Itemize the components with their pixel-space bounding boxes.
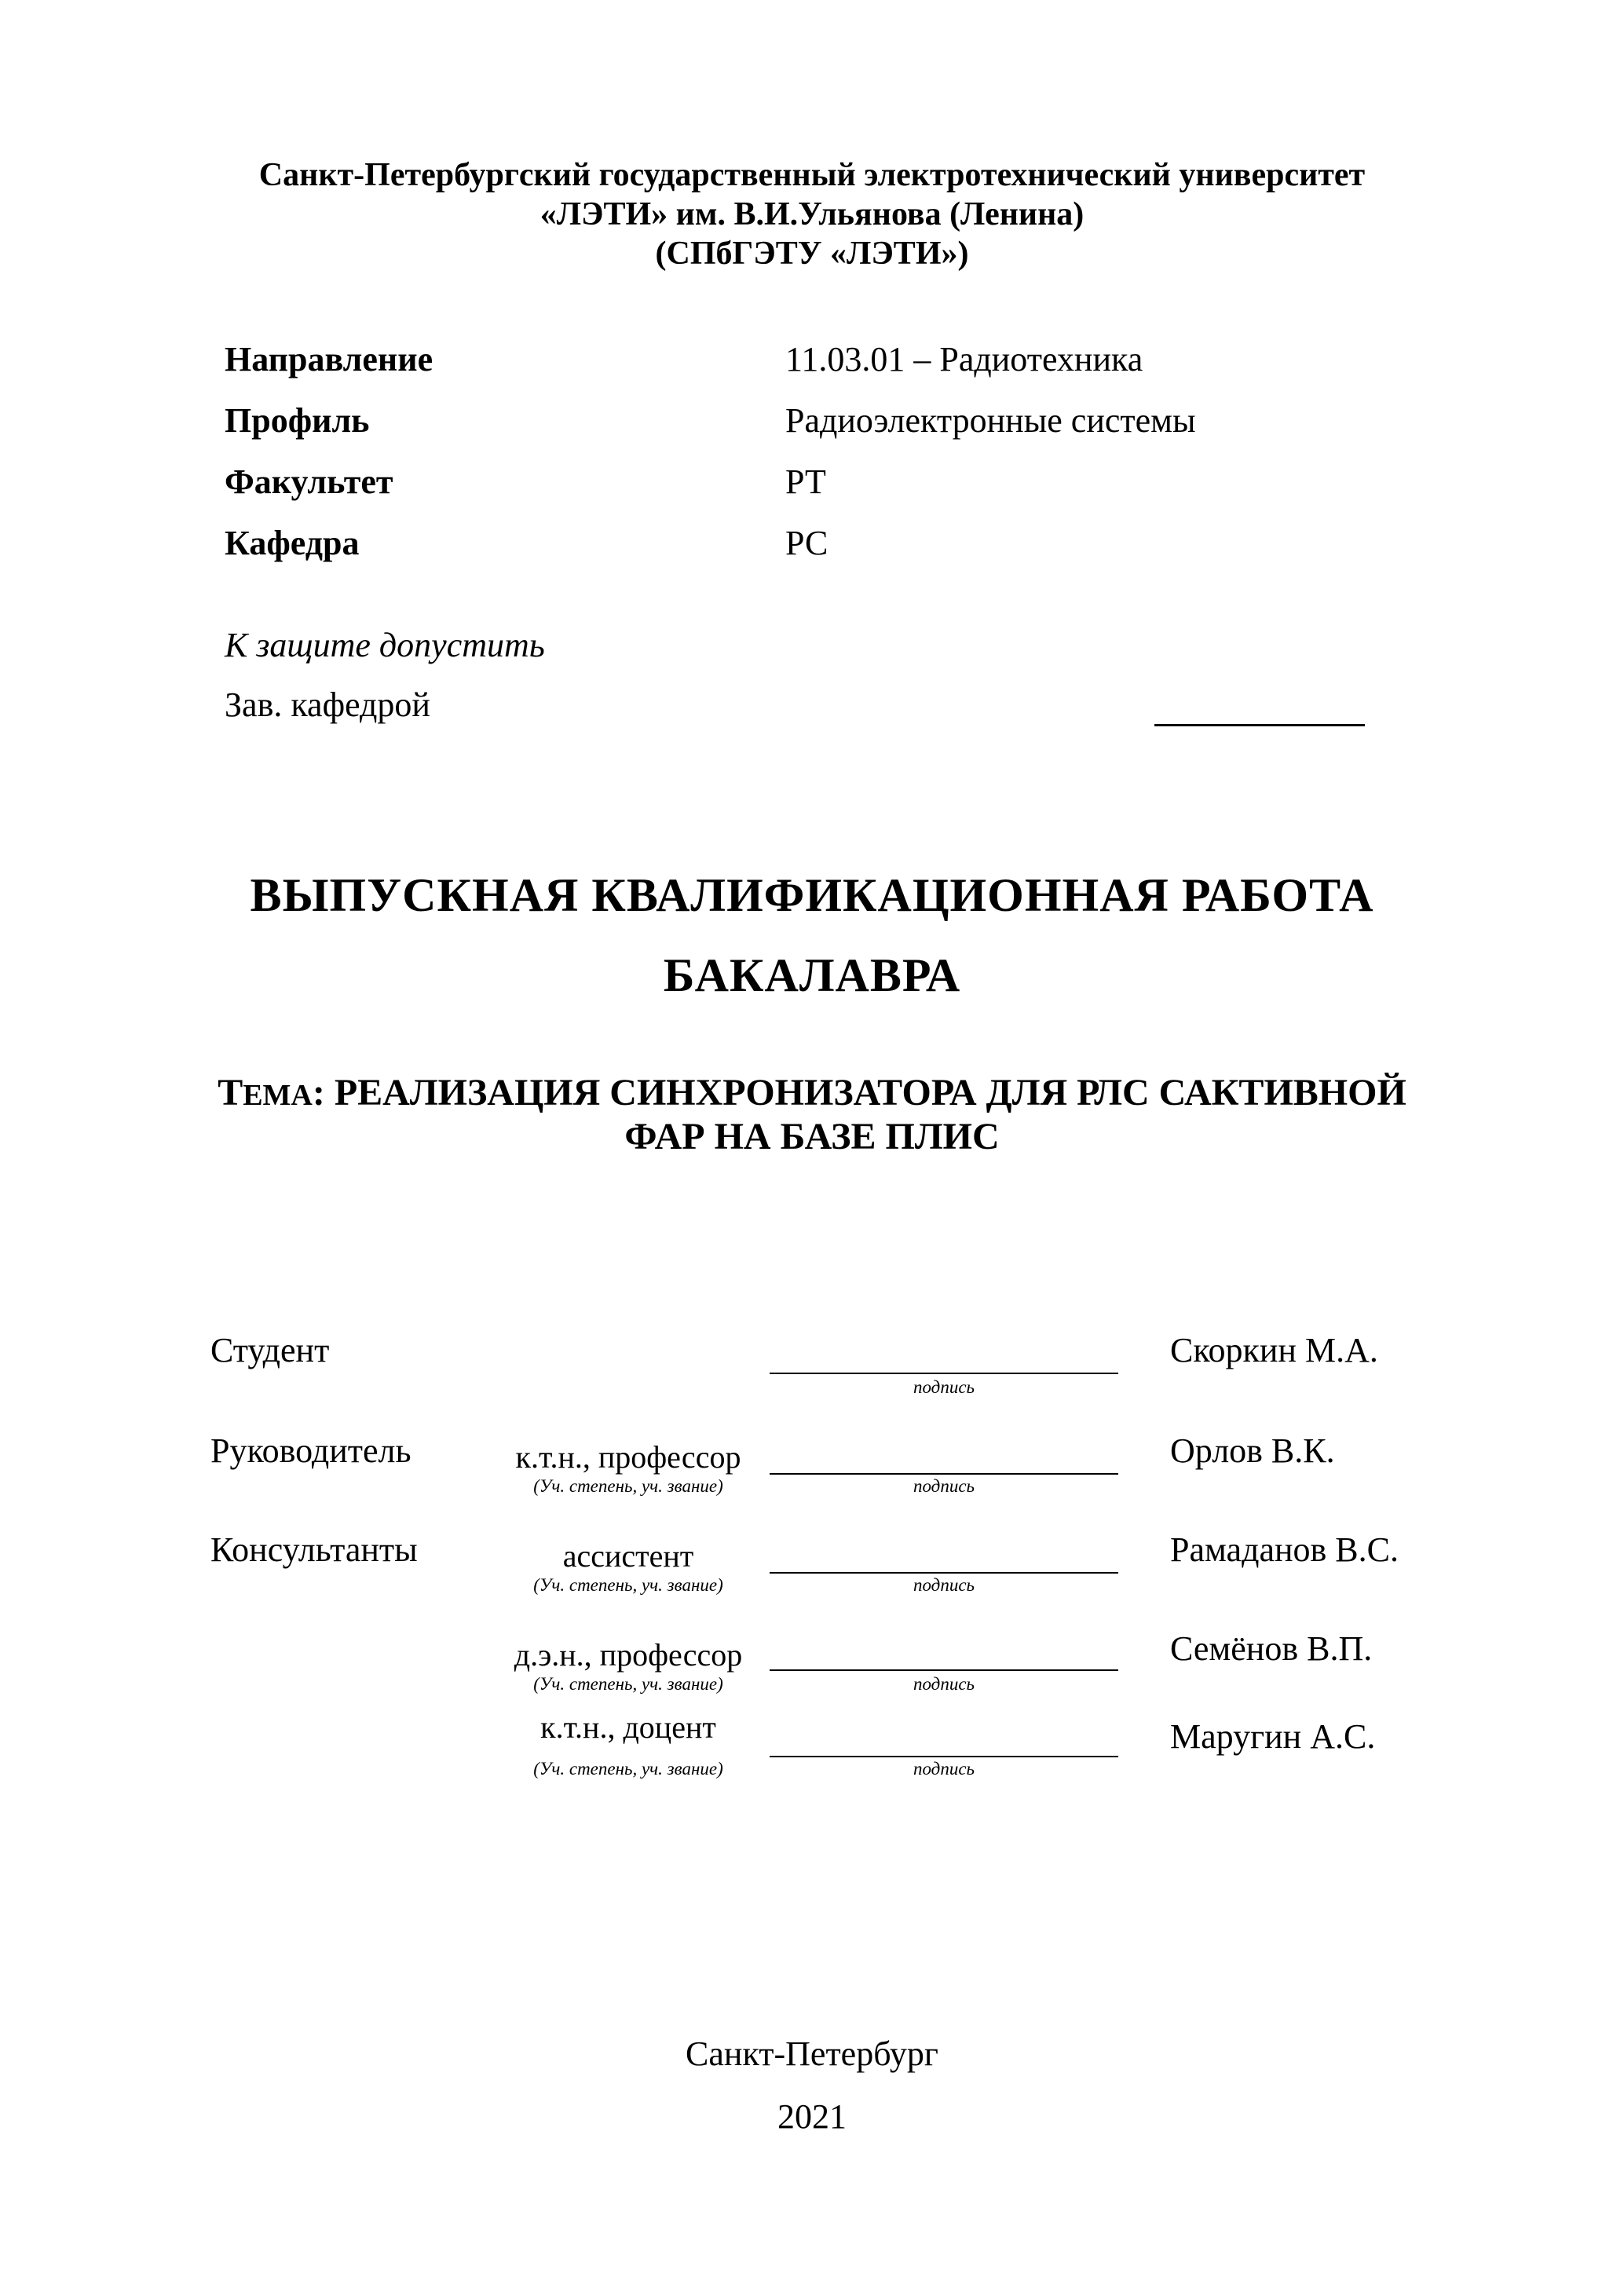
consultant1-name: Рамаданов В.С. xyxy=(1170,1530,1399,1569)
topic-text-line1: РЕАЛИЗАЦИЯ СИНХРОНИЗАТОРА ДЛЯ РЛС САКТИВНОЙ xyxy=(334,1072,1406,1113)
department-label: Кафедра xyxy=(225,524,360,562)
university-name-line3: (СПбГЭТУ «ЛЭТИ») xyxy=(655,236,969,272)
consultant3-signature-caption: подпись xyxy=(913,1759,975,1779)
consultant3-degree: к.т.н., доцент xyxy=(540,1709,716,1745)
student-signature-caption: подпись xyxy=(913,1377,975,1397)
consultants-role-label: Консультанты xyxy=(210,1530,418,1569)
consultant2-name: Семёнов В.П. xyxy=(1170,1629,1373,1668)
consultant1-signature-line xyxy=(770,1534,1118,1574)
document-title-line1: ВЫПУСКНАЯ КВАЛИФИКАЦИОННАЯ РАБОТА xyxy=(250,869,1374,921)
consultant2-degree: д.э.н., профессор xyxy=(514,1637,743,1673)
faculty-value: РТ xyxy=(785,462,826,501)
consultant2-degree-caption: (Уч. степень, уч. звание) xyxy=(533,1674,723,1694)
consultant1-degree: ассистент xyxy=(562,1538,694,1574)
consultant2-signature-caption: подпись xyxy=(913,1674,975,1694)
topic-text-line2: ФАР НА БАЗЕ ПЛИС xyxy=(624,1116,1000,1157)
supervisor-role-label: Руководитель xyxy=(210,1431,411,1470)
topic-prefix-rest: ЕМА xyxy=(243,1079,313,1112)
university-name-line2: «ЛЭТИ» им. В.И.Ульянова (Ленина) xyxy=(540,196,1084,232)
profile-label: Профиль xyxy=(225,401,370,440)
department-value: РС xyxy=(785,524,828,562)
topic-line1 xyxy=(0,1071,1624,1114)
supervisor-signature-caption: подпись xyxy=(913,1476,975,1496)
head-of-department-label: Зав. кафедрой xyxy=(225,686,430,724)
consultant3-name: Маругин А.С. xyxy=(1170,1717,1376,1756)
faculty-label: Факультет xyxy=(225,462,393,501)
supervisor-degree-caption: (Уч. степень, уч. звание) xyxy=(533,1476,723,1496)
document-title-line2: БАКАЛАВРА xyxy=(663,949,961,1001)
university-name-line1: Санкт-Петербургский государственный электротехнический университет xyxy=(258,157,1366,193)
supervisor-degree: к.т.н., профессор xyxy=(515,1439,741,1475)
consultant3-degree-caption: (Уч. степень, уч. звание) xyxy=(533,1759,723,1779)
consultant1-degree-caption: (Уч. степень, уч. звание) xyxy=(533,1575,723,1595)
topic-prefix-separator: : xyxy=(312,1072,325,1113)
direction-label: Направление xyxy=(225,340,433,378)
consultant3-signature-line xyxy=(770,1718,1118,1757)
student-role-label: Студент xyxy=(210,1331,330,1369)
footer-city: Санкт-Петербург xyxy=(686,2035,938,2073)
direction-value: 11.03.01 – Радиотехника xyxy=(785,340,1143,378)
student-name: Скоркин М.А. xyxy=(1170,1331,1378,1369)
profile-value: Радиоэлектронные системы xyxy=(785,401,1196,440)
footer-year: 2021 xyxy=(777,2097,847,2136)
supervisor-name: Орлов В.К. xyxy=(1170,1431,1335,1470)
head-of-department-signature-line xyxy=(1154,685,1365,726)
student-signature-line xyxy=(770,1335,1118,1374)
admission-heading: К защите допустить xyxy=(225,626,545,664)
consultant1-signature-caption: подпись xyxy=(913,1575,975,1595)
supervisor-signature-line xyxy=(770,1435,1118,1475)
topic-prefix-initial: Т xyxy=(218,1072,243,1113)
consultant2-signature-line xyxy=(770,1632,1118,1671)
